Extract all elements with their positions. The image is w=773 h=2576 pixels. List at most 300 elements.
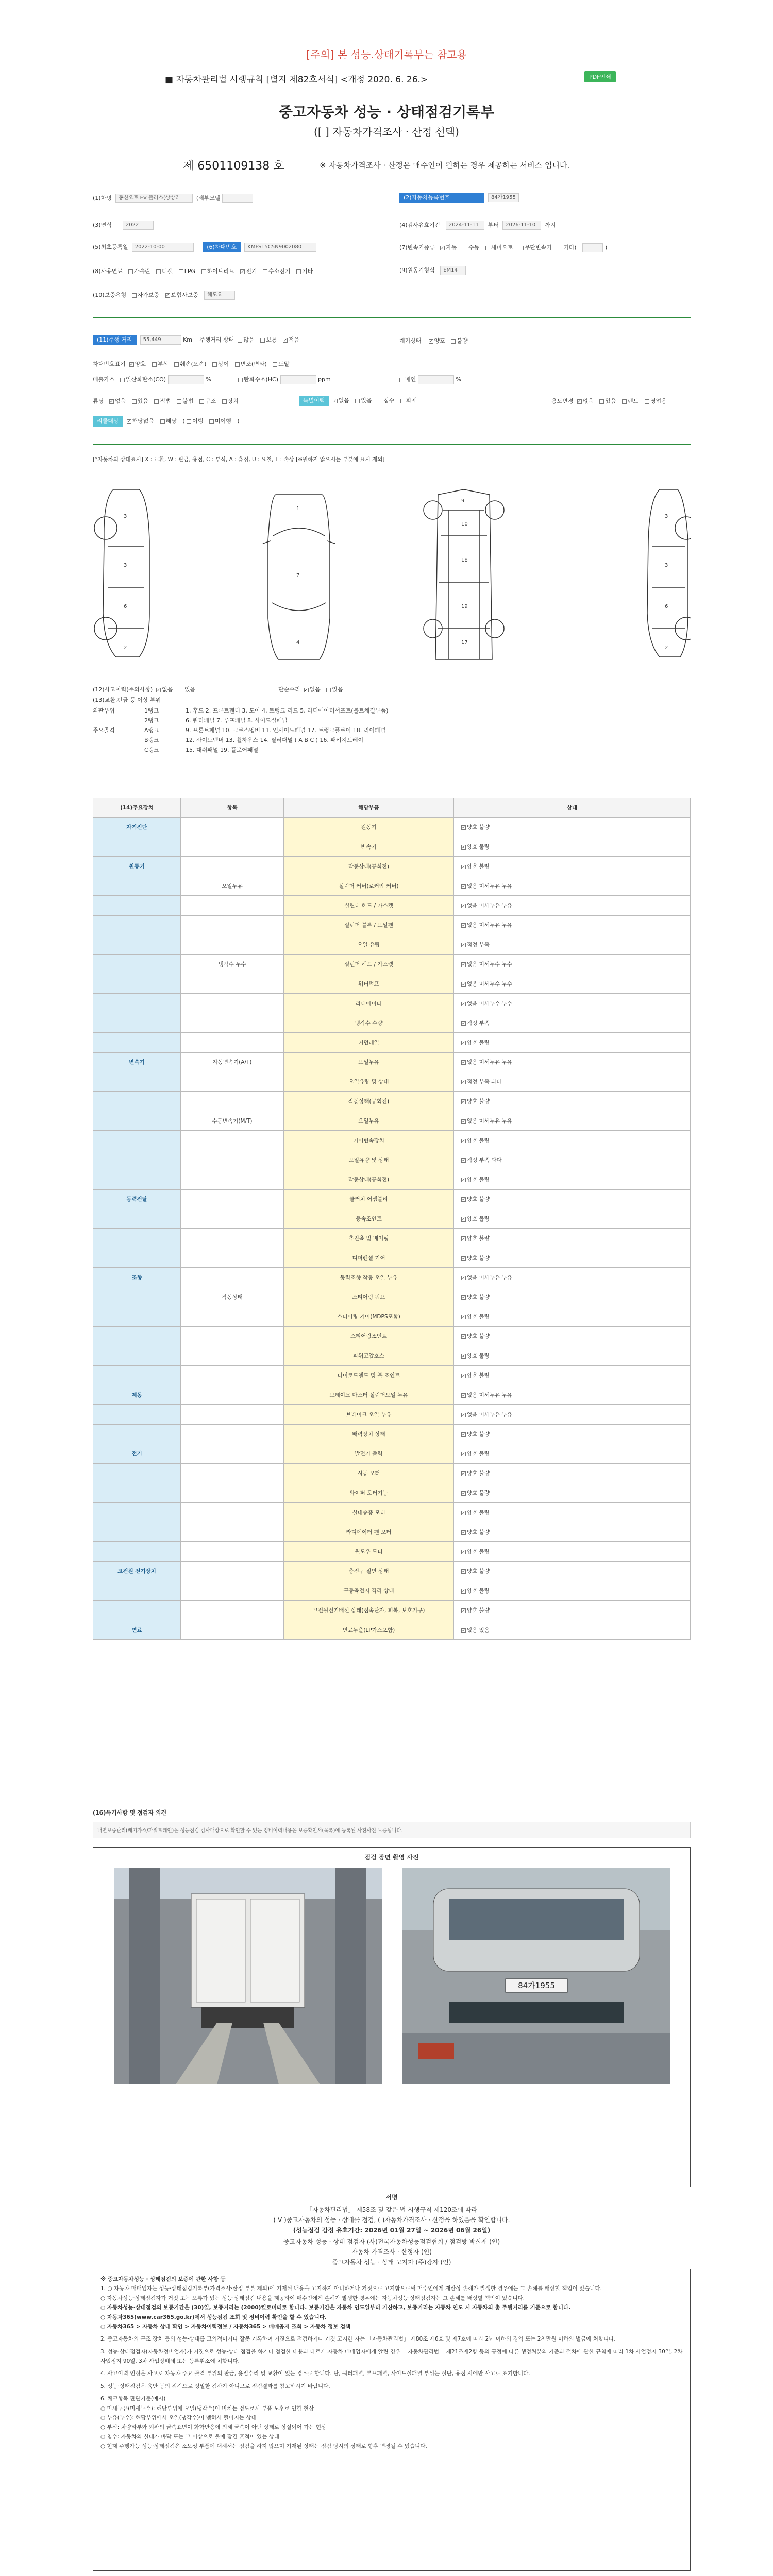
part-cell: 워터펌프	[284, 974, 454, 994]
car-name-field[interactable]: 동신오토 EV 플러스(상상라	[115, 194, 193, 203]
state-cell[interactable]	[454, 1307, 691, 1327]
state-options: 양호 불량	[467, 1040, 490, 1046]
notice: [주의] 본 성능.상태기록부는 참고용	[306, 48, 467, 61]
category-cell	[93, 1287, 181, 1307]
simple-repair-row: 단순수리 ✓ 없음 있음	[278, 685, 347, 693]
odo-row: (11)주행 거리 55,449 Km 주행거리 상태 많음 보통 ✓ 적음	[93, 335, 304, 345]
item-cell	[181, 1562, 284, 1581]
state-checkbox[interactable]	[461, 1589, 466, 1594]
state-checkbox[interactable]	[461, 1315, 466, 1319]
state-checkbox[interactable]	[461, 1374, 466, 1378]
category-cell	[93, 1229, 181, 1248]
state-options: 없음 미세누유 누유	[467, 1059, 512, 1065]
state-options: 양호 불량	[467, 1431, 490, 1437]
state-cell[interactable]	[454, 994, 691, 1013]
state-cell[interactable]	[454, 1111, 691, 1131]
state-cell[interactable]	[454, 1190, 691, 1209]
part-cell: 실린더 헤드 / 가스켓	[284, 896, 454, 916]
state-cell[interactable]	[454, 1327, 691, 1346]
certificate-number: 제 6501109138 호	[183, 160, 284, 173]
part-label: 10	[461, 521, 468, 527]
inspection-photo-rear	[114, 1868, 382, 2084]
state-cell[interactable]	[454, 916, 691, 935]
table-row	[93, 1464, 691, 1483]
table-row	[93, 1268, 691, 1287]
table-row	[93, 1581, 691, 1601]
item-cell	[181, 1092, 284, 1111]
item-cell	[181, 1170, 284, 1190]
category-cell	[93, 1327, 181, 1346]
table-row	[93, 1444, 691, 1464]
category-cell: 제동	[93, 1385, 181, 1405]
item-cell	[181, 857, 284, 876]
state-options: 없음 미세누유 누유	[467, 1392, 512, 1398]
state-cell[interactable]	[454, 1131, 691, 1150]
state-options: 양호 불량	[467, 1196, 490, 1202]
car-right-side-view	[647, 489, 691, 657]
part-header: (13)교환,판금 등 이상 부위	[93, 697, 161, 703]
category-cell	[93, 1209, 181, 1229]
recall-row: 리콜대상 ✓ 해당없음 해당 ( 이행 미이행 )	[93, 416, 240, 427]
part-cell: 고전원전기배선 상태(접속단자, 피복, 보호기구)	[284, 1601, 454, 1620]
item-cell	[181, 1405, 284, 1425]
state-checkbox[interactable]	[461, 1452, 466, 1456]
table-row	[93, 1190, 691, 1209]
state-cell[interactable]	[454, 1150, 691, 1170]
category-cell	[93, 1601, 181, 1620]
state-checkbox[interactable]	[461, 1139, 466, 1143]
part-cell: 오일유량 및 상태	[284, 1150, 454, 1170]
state-options: 양호 불량	[467, 1353, 490, 1359]
category-cell: 자기진단	[93, 818, 181, 837]
part-label: 7	[296, 573, 300, 579]
valid-from-field[interactable]: 2024-11-11	[446, 221, 484, 230]
state-checkbox[interactable]	[461, 1608, 466, 1613]
col-header: 항목	[181, 798, 284, 818]
state-checkbox[interactable]	[461, 982, 466, 987]
item-cell	[181, 1503, 284, 1522]
part-label: 17	[461, 640, 468, 646]
state-cell[interactable]	[454, 1581, 691, 1601]
item-cell	[181, 1522, 284, 1542]
table-row	[93, 994, 691, 1013]
state-cell[interactable]	[454, 837, 691, 857]
parts-block: 외판부위 1랭크 1. 후드 2. 프론트휀더 3. 도어 4. 트렁크 리드 5. 라디에이터서포트(볼트체결부품) 2랭크 6. 쿼터패널 7. 루프패널 8. 사이드실패널 주요골격 A랭크 9. 프론트패널 10. 크로스멤버 11. 인사이드패널 17. 트렁크플로어 18. 리어패널 B랭크 12. 사이드멤버 13. 휠하우스 14. 필러패널 ( A B C ) 16. 패키지트레이 C랭크 15. 대쉬패널 19. 플로어패널	[93, 707, 389, 753]
certificate-note: ※ 자동차가격조사 · 산정은 매수인이 원하는 경우 제공하는 서비스 입니다.	[320, 161, 570, 170]
state-options: 양호 불량	[467, 1138, 490, 1144]
state-cell[interactable]	[454, 896, 691, 916]
table-row	[93, 896, 691, 916]
state-cell[interactable]	[454, 935, 691, 955]
year-row: (3)연식 2022	[93, 221, 154, 230]
photo-section: 점검 장면 촬영 사진 84가1955	[93, 1847, 691, 2187]
item-cell	[181, 818, 284, 837]
state-checkbox[interactable]	[461, 845, 466, 850]
meter-row: 계기상태 ✓ 양호 불량	[399, 336, 472, 345]
state-options: 양호 불량	[467, 844, 490, 850]
state-checkbox[interactable]	[461, 1511, 466, 1515]
part-cell: 라디에이터	[284, 994, 454, 1013]
item-cell	[181, 935, 284, 955]
tuning-row: 튜닝 ✓ 없음 있음 적법 불법 구조 장치	[93, 397, 243, 405]
state-cell[interactable]	[454, 1170, 691, 1190]
state-options: 양호 불량	[467, 1470, 490, 1477]
plate-row: 차대번호표기 ✓ 양호 부식 훼손(오손) 상이 변조(변타) 도말	[93, 360, 294, 368]
inspection-photo-front	[402, 1868, 670, 2084]
item-cell: 자동변속기(A/T)	[181, 1053, 284, 1072]
item-cell	[181, 1190, 284, 1209]
table-row	[93, 974, 691, 994]
part-cell: 실내송풍 모터	[284, 1503, 454, 1522]
state-options: 양호 불량	[467, 1510, 490, 1516]
table-row	[93, 1033, 691, 1053]
item-cell	[181, 1327, 284, 1346]
state-options: 없음 미세누수 누수	[467, 1001, 512, 1007]
category-cell	[93, 1483, 181, 1503]
state-options: 양호 불량	[467, 1098, 490, 1105]
category-cell: 조향	[93, 1268, 181, 1287]
state-checkbox[interactable]	[461, 1256, 466, 1261]
part-cell: 구동축전지 격리 상태	[284, 1581, 454, 1601]
part-cell: 배력장치 상태	[284, 1425, 454, 1444]
item-cell	[181, 1072, 284, 1092]
state-checkbox[interactable]	[461, 1080, 466, 1084]
table-row	[93, 1620, 691, 1640]
state-options: 양호 불량	[467, 1529, 490, 1535]
state-checkbox[interactable]	[461, 1569, 466, 1574]
state-checkbox[interactable]	[461, 1334, 466, 1339]
state-cell[interactable]	[454, 1483, 691, 1503]
first-reg-row: (5)최초등록일 2022-10-00 (6)차대번호 KMFST5C5N9002080	[93, 242, 316, 252]
col-header: (14)주요장치	[93, 798, 181, 818]
item-cell	[181, 837, 284, 857]
state-cell[interactable]	[454, 857, 691, 876]
detail-model-field[interactable]	[222, 194, 253, 203]
part-label: 9	[461, 498, 465, 504]
part-cell: 타이로드엔드 및 볼 조인트	[284, 1366, 454, 1385]
category-cell	[93, 955, 181, 974]
part-cell: 커먼레일	[284, 1033, 454, 1053]
item-cell	[181, 1425, 284, 1444]
warranty-row: (10)보증유형 자가보증 ✓ 보험사보증 해도요	[93, 291, 235, 300]
engine-field[interactable]: EM14	[440, 266, 466, 275]
photo-plate: 84가1955	[518, 1981, 555, 1990]
state-cell[interactable]	[454, 1013, 691, 1033]
part-cell: 스티어링조인트	[284, 1327, 454, 1346]
state-checkbox[interactable]	[461, 1295, 466, 1300]
state-options: 적정 부족	[467, 942, 490, 948]
state-cell[interactable]	[454, 818, 691, 837]
category-cell: 동력전달	[93, 1190, 181, 1209]
category-cell	[93, 1150, 181, 1170]
state-options: 양호 불량	[467, 1451, 490, 1457]
state-options: 적정 부족 과다	[467, 1079, 502, 1085]
table-row	[93, 1425, 691, 1444]
state-options: 양호 불량	[467, 1490, 490, 1496]
state-cell[interactable]	[454, 974, 691, 994]
item-cell	[181, 1542, 284, 1562]
state-cell[interactable]	[454, 1092, 691, 1111]
state-cell[interactable]	[454, 1385, 691, 1405]
page-subtitle: ([ ] 자동차가격조사 · 산정 선택)	[314, 126, 459, 138]
category-cell	[93, 1425, 181, 1444]
table-row	[93, 1013, 691, 1033]
state-checkbox[interactable]	[461, 962, 466, 967]
state-checkbox[interactable]	[461, 1119, 466, 1124]
category-cell	[93, 916, 181, 935]
law-reference: ■ 자동차관리법 시행규칙 [별지 제82호서식] <개정 2020. 6. 26.>	[165, 75, 428, 85]
state-checkbox[interactable]	[461, 1002, 466, 1006]
category-cell	[93, 1033, 181, 1053]
legend: [*자동차의 상태표시] X : 교환, W : 판금, 용접, C : 부식, A : 흠집, U : 요철, T : 손상 [※원하지 않으시는 부분에 표시 제외]	[93, 456, 385, 463]
accident-row: (12)사고이력(주의사항) ✓ 없음 있음	[93, 685, 199, 693]
divider	[160, 87, 613, 88]
category-cell	[93, 1248, 181, 1268]
part-cell: 등속조인트	[284, 1209, 454, 1229]
item-cell	[181, 1464, 284, 1483]
state-cell[interactable]	[454, 1425, 691, 1444]
remarks-section: (16)특기사항 및 점검자 의견 내연보증관리(배기가스/파워트레인)은 성능점검 감사대상으로 확인할 수 있는 정비이력내용은 보증확인서(목록)에 등록된 사진사진 보증됩니다.	[93, 1808, 691, 1838]
table-row	[93, 1287, 691, 1307]
state-options: 양호 불량	[467, 1549, 490, 1555]
state-cell[interactable]	[454, 1248, 691, 1268]
state-cell[interactable]	[454, 1542, 691, 1562]
state-cell[interactable]	[454, 1072, 691, 1092]
item-cell	[181, 1366, 284, 1385]
remarks-text: 내연보증관리(배기가스/파워트레인)은 성능점검 감사대상으로 확인할 수 있는 정비이력내용은 보증확인서(목록)에 등록된 사진사진 보증됩니다.	[93, 1822, 691, 1838]
trans-row: (7)변속기종류 ✓ 자동 수동 세미오토 무단변속기 기타( )	[399, 243, 607, 252]
category-cell	[93, 1522, 181, 1542]
category-cell	[93, 1503, 181, 1522]
part-cell: 실린더 헤드 / 가스켓	[284, 955, 454, 974]
state-checkbox[interactable]	[461, 1413, 466, 1417]
part-cell: 실린더 커버(로커암 커버)	[284, 876, 454, 896]
state-checkbox[interactable]	[461, 1432, 466, 1437]
table-row	[93, 1072, 691, 1092]
part-label: 3	[124, 563, 127, 568]
table-row	[93, 1346, 691, 1366]
car-name-row: (1)차명 동신오토 EV 플러스(상상라 (세부모델	[93, 194, 253, 203]
sign-inspector: 중고자동차 성능 · 상태 점검자 (사)전국자동차성능점검협회 / 점검방 박희재 (인)	[283, 2238, 500, 2245]
table-row	[93, 1522, 691, 1542]
part-label: 3	[665, 514, 668, 519]
item-cell	[181, 1209, 284, 1229]
state-checkbox[interactable]	[461, 1099, 466, 1104]
table-row	[93, 1209, 691, 1229]
fuel-row: (8)사용연료 가솔린 디젤 LPG 하이브리드 ✓ 전기 수소전기 기타	[93, 267, 317, 275]
state-checkbox[interactable]	[461, 1217, 466, 1222]
page-title: 중고자동차 성능 · 상태점검기록부	[278, 104, 495, 121]
car-diagram	[93, 479, 691, 670]
divider	[93, 317, 691, 318]
state-cell[interactable]	[454, 1405, 691, 1425]
part-cell: 오일누유	[284, 1053, 454, 1072]
category-cell	[93, 1131, 181, 1150]
table-row	[93, 1053, 691, 1072]
state-checkbox[interactable]	[461, 1060, 466, 1065]
item-cell: 냉각수 누수	[181, 955, 284, 974]
item-cell	[181, 1229, 284, 1248]
state-checkbox[interactable]	[461, 825, 466, 830]
category-cell	[93, 1170, 181, 1190]
state-cell[interactable]	[454, 1209, 691, 1229]
state-checkbox[interactable]	[461, 923, 466, 928]
table-row	[93, 818, 691, 837]
state-options: 양호 불량	[467, 1294, 490, 1300]
state-checkbox[interactable]	[461, 1197, 466, 1202]
category-cell	[93, 1346, 181, 1366]
state-cell[interactable]	[454, 1229, 691, 1248]
divider	[93, 444, 691, 445]
state-cell[interactable]	[454, 1033, 691, 1053]
part-cell: 원동기	[284, 818, 454, 837]
state-checkbox[interactable]	[461, 1158, 466, 1163]
category-cell	[93, 994, 181, 1013]
state-checkbox[interactable]	[461, 865, 466, 869]
item-cell	[181, 1307, 284, 1327]
category-cell	[93, 1307, 181, 1327]
category-cell	[93, 1581, 181, 1601]
state-checkbox[interactable]	[461, 1550, 466, 1554]
state-options: 적정 부족 과다	[467, 1157, 502, 1163]
part-cell: 추진축 및 베어링	[284, 1229, 454, 1248]
state-checkbox[interactable]	[461, 1491, 466, 1496]
state-options: 양호 불량	[467, 1333, 490, 1340]
category-cell	[93, 1405, 181, 1425]
table-row	[93, 1307, 691, 1327]
sign-appraiser: 자동차 가격조사 · 산정자 (인)	[351, 2248, 432, 2256]
state-checkbox[interactable]	[461, 1393, 466, 1398]
state-checkbox[interactable]	[461, 943, 466, 947]
state-checkbox[interactable]	[461, 904, 466, 908]
part-cell: 오일누유	[284, 1111, 454, 1131]
item-cell	[181, 1620, 284, 1640]
item-cell	[181, 1385, 284, 1405]
table-row	[93, 1327, 691, 1346]
table-row	[93, 1405, 691, 1425]
state-checkbox[interactable]	[461, 884, 466, 889]
state-checkbox[interactable]	[461, 1041, 466, 1045]
table-row	[93, 955, 691, 974]
table-row	[93, 1248, 691, 1268]
state-cell[interactable]	[454, 1287, 691, 1307]
part-cell: 스티어링 기어(MDPS포함)	[284, 1307, 454, 1327]
state-cell[interactable]	[454, 1503, 691, 1522]
state-checkbox[interactable]	[461, 1354, 466, 1359]
state-cell[interactable]	[454, 1346, 691, 1366]
state-cell[interactable]	[454, 1366, 691, 1385]
year-field[interactable]: 2022	[123, 221, 154, 230]
table-row	[93, 1111, 691, 1131]
state-cell[interactable]	[454, 1620, 691, 1640]
state-checkbox[interactable]	[461, 1178, 466, 1182]
table-row	[93, 1503, 691, 1522]
category-cell: 변속기	[93, 1053, 181, 1072]
state-cell[interactable]	[454, 1601, 691, 1620]
state-options: 없음 있음	[467, 1627, 490, 1633]
part-cell: 변속기	[284, 837, 454, 857]
item-cell	[181, 896, 284, 916]
state-options: 없음 미세누유 누유	[467, 1275, 512, 1281]
table-row	[93, 916, 691, 935]
state-checkbox[interactable]	[461, 1236, 466, 1241]
item-cell: 작동상태	[181, 1287, 284, 1307]
state-checkbox[interactable]	[461, 1276, 466, 1280]
table-row	[93, 876, 691, 896]
state-cell[interactable]	[454, 1522, 691, 1542]
state-cell[interactable]	[454, 1053, 691, 1072]
part-cell: 오일유량 및 상태	[284, 1072, 454, 1092]
state-checkbox[interactable]	[461, 1628, 466, 1633]
warranty-field[interactable]: 해도요	[204, 291, 235, 300]
state-cell[interactable]	[454, 1268, 691, 1287]
reg-no-field[interactable]: 84가1955	[488, 193, 519, 202]
part-cell: 냉각수 수량	[284, 1013, 454, 1033]
valid-to-field[interactable]: 2026-11-10	[502, 221, 541, 230]
item-cell	[181, 1581, 284, 1601]
item-cell	[181, 1013, 284, 1033]
car-left-side-view	[94, 489, 149, 657]
category-cell: 연료	[93, 1620, 181, 1640]
category-cell	[93, 876, 181, 896]
part-cell: 오일 유량	[284, 935, 454, 955]
item-cell	[181, 1444, 284, 1464]
state-checkbox[interactable]	[461, 1471, 466, 1476]
table-row	[93, 1385, 691, 1405]
state-cell[interactable]	[454, 1464, 691, 1483]
state-cell[interactable]	[454, 955, 691, 974]
sign-line: 「자동차관리법」 제58조 및 같은 법 시행규칙 제120조에 따라	[306, 2206, 478, 2213]
sign-line: ( V )중고자동차의 성능 · 상태를 점검, ( )자동차가격조사 · 산정을 하였음을 확인합니다.	[273, 2216, 510, 2224]
part-cell: 연료누출(LP가스포함)	[284, 1620, 454, 1640]
part-cell: 브레이크 오일 누유	[284, 1405, 454, 1425]
table-row	[93, 1229, 691, 1248]
pdf-print-button[interactable]: PDF인쇄	[584, 71, 616, 82]
inspection-table	[93, 798, 691, 1640]
vin-field[interactable]: KMFST5C5N9002080	[244, 243, 316, 252]
item-cell: 오일누유	[181, 876, 284, 896]
engine-row: (9)원동기형식 EM14	[399, 266, 466, 275]
part-label: 1	[296, 506, 300, 512]
part-cell: 윈도우 모터	[284, 1542, 454, 1562]
reg-row: (2)자동차등록번호 84가1955	[399, 193, 519, 203]
category-cell	[93, 974, 181, 994]
state-cell[interactable]	[454, 1562, 691, 1581]
odo-field[interactable]: 55,449	[140, 335, 181, 345]
table-row	[93, 1483, 691, 1503]
category-cell	[93, 837, 181, 857]
state-options: 양호 불량	[467, 1235, 490, 1242]
state-checkbox[interactable]	[461, 1530, 466, 1535]
part-cell: 스티어링 펌프	[284, 1287, 454, 1307]
item-cell	[181, 974, 284, 994]
state-checkbox[interactable]	[461, 1021, 466, 1026]
first-reg-field[interactable]: 2022-10-00	[132, 243, 194, 252]
table-row	[93, 1170, 691, 1190]
table-row	[93, 1366, 691, 1385]
sign-notifier: 중고자동차 성능 · 상태 고지자 (주)강자 (인)	[332, 2259, 451, 2266]
part-label: 3	[124, 514, 127, 519]
state-options: 없음 미세누유 누유	[467, 903, 512, 909]
state-options: 없음 미세누수 누수	[467, 961, 512, 968]
state-cell[interactable]	[454, 1444, 691, 1464]
table-row	[93, 1150, 691, 1170]
part-label: 6	[665, 604, 668, 609]
state-cell[interactable]	[454, 876, 691, 896]
table-row	[93, 935, 691, 955]
part-label: 3	[665, 563, 668, 568]
category-cell	[93, 1092, 181, 1111]
